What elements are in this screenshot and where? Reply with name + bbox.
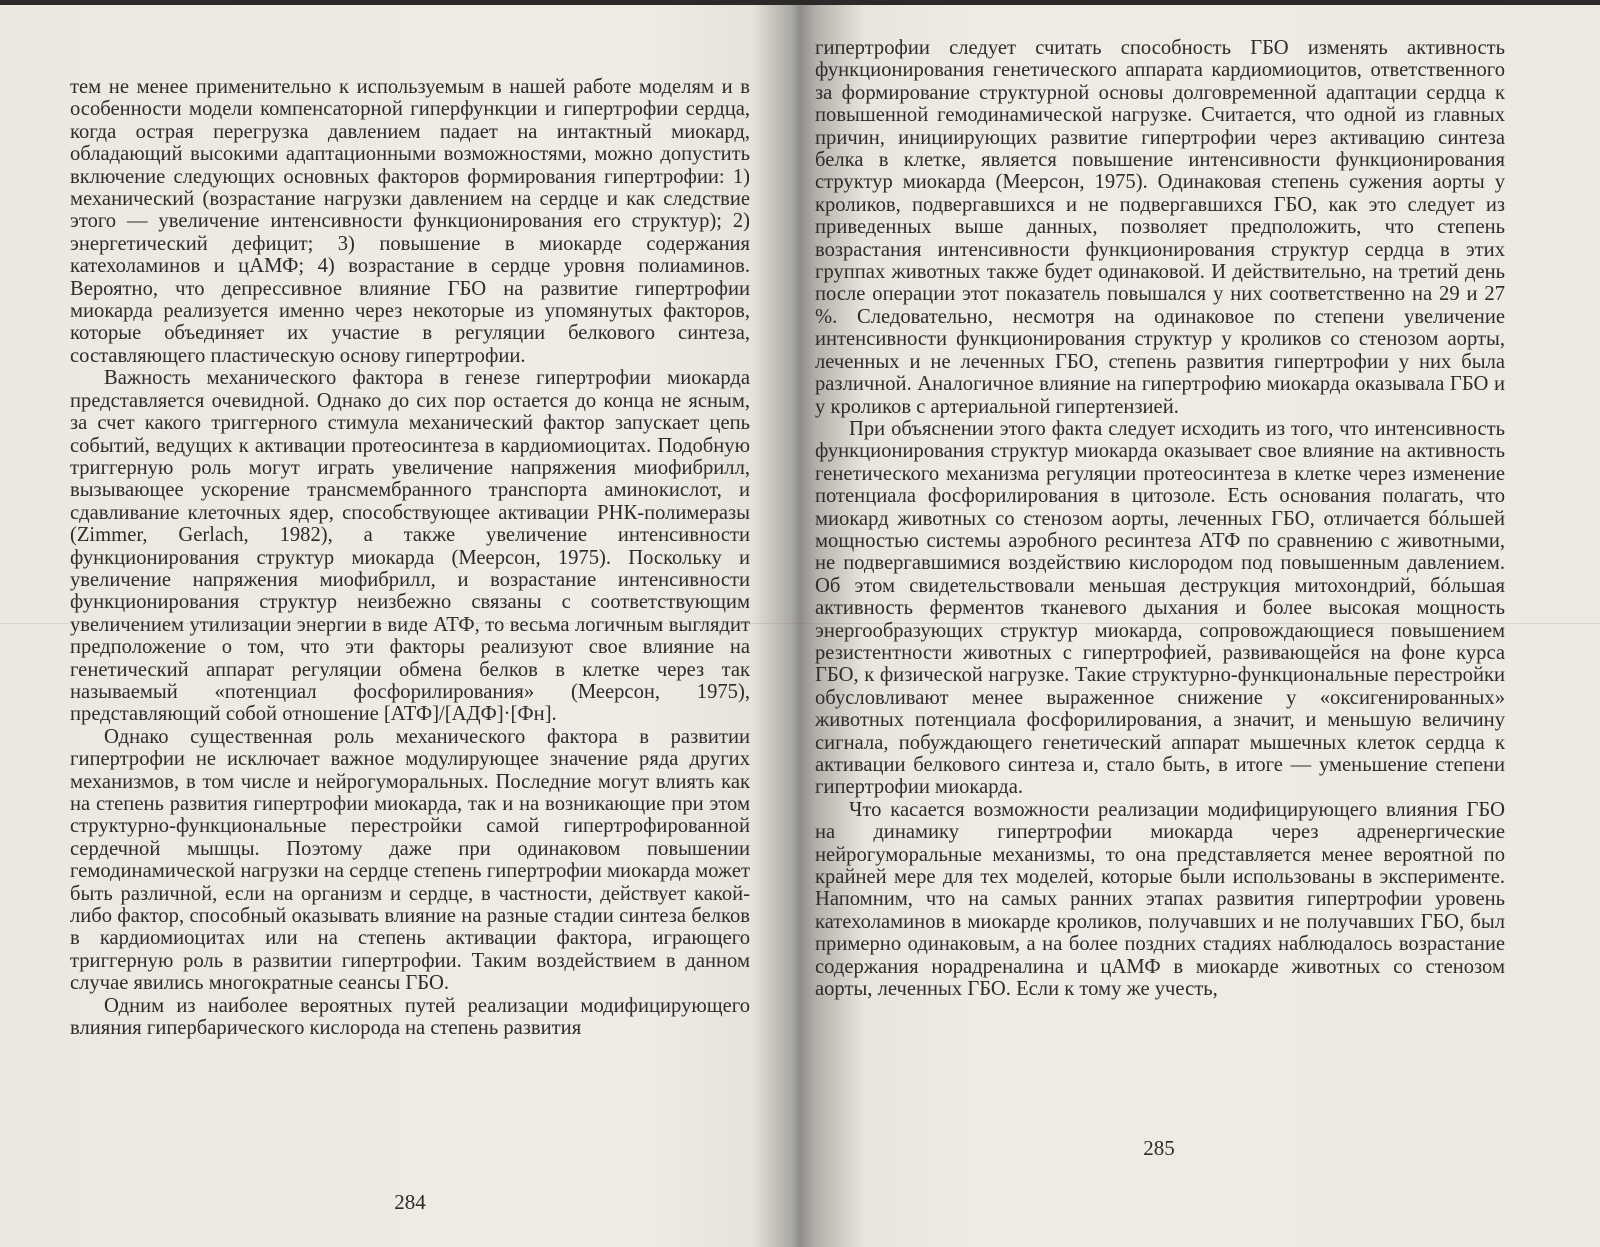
right-page: [815, 0, 1505, 1247]
left-page-body: [70, 76, 750, 1039]
page-number-left: 284: [394, 1190, 426, 1214]
left-page: [70, 0, 750, 1247]
page-number-right: 285: [1143, 1136, 1175, 1160]
paragraph: Одним из наиболее вероятных путей реализации модифицирующего влияния гипербарического кислорода на степень развития: [70, 994, 750, 1040]
paragraph: тем не менее применительно к используемым в нашей работе моделям и в особенности модели компенсаторной гиперфункции и гипертрофии сердца, когда острая перегрузка давлением падает на интактный миокард, обладающий высокими адаптационными возможностями, можно допустить включение следующих основных факторов формирования гипертрофии: 1) механический (возрастание нагрузки давлением на сердце и как следствие этого — увеличение интенсивности функционирования его структур); 2) энергетический дефицит; 3) повышение в миокарде содержания катехоламинов и цАМФ; 4) возрастание в сердце уровня полиаминов. Вероятно, что депрессивное влияние ГБО на развитие гипертрофии миокарда реализуется именно через некоторые из упомянутых факторов, которые объединяет их участие в регуляции белкового синтеза, составляющего пластическую основу гипертрофии.: [70, 76, 750, 367]
paragraph: гипертрофии следует считать способность ГБО изменять активность функционирования генетического аппарата кардиомиоцитов, ответственного за формирование структурной основы долговременной адаптации сердца к повышенной гемодинамической нагрузке. Считается, что одной из главных причин, инициирующих развитие гипертрофии через активацию синтеза белка в клетке, является повышение интенсивности функционирования структур миокарда (Меерсон, 1975). Одинаковая степень сужения аорты у кроликов, подвергавшихся и не подвергавшихся ГБО, как это следует из приведенных выше данных, позволяет предположить, что степень возрастания интенсивности функционирования структур сердца в этих группах животных также будет одинаковой. И действительно, на третий день после операции этот показатель повышался у них соответственно на 29 и 27 %. Следовательно, несмотря на одинаковое по степени увеличение интенсивности функционирования структур у кроликов со стенозом аорты, леченных и не леченных ГБО, степень развития гипертрофии у них была различной. Аналогичное влияние на гипертрофию миокарда оказывала ГБО и у кроликов с артериальной гипертензией.: [815, 37, 1505, 418]
paragraph: Что касается возможности реализации модифицирующего влияния ГБО на динамику гипертрофии миокарда через адренергические нейрогуморальные механизмы, то она представляется менее вероятной по крайней мере для тех моделей, которые были использованы в эксперименте. Напомним, что на самых ранних этапах развития гипертрофии уровень катехоламинов в миокарде кроликов, получавших и не получавших ГБО, был примерно одинаковым, а на более поздних стадиях наблюдалось возрастание содержания норадреналина и цАМФ в миокарде животных со стенозом аорты, леченных ГБО. Если к тому же учесть,: [815, 798, 1505, 1001]
right-page-body: [815, 37, 1505, 1000]
paragraph: При объяснении этого факта следует исходить из того, что интенсивность функционирования структур миокарда оказывает свое влияние на активность генетического механизма регуляции протеосинтеза в клетке через изменение потенциала фосфорилирования в цитозоле. Есть основания полагать, что миокард животных со стенозом аорты, леченных ГБО, отличается бóльшей мощностью системы аэробного ресинтеза АТФ по сравнению с животными, не подвергавшимися воздействию кислородом под повышенным давлением. Об этом свидетельствовали меньшая деструкция митохондрий, бóльшая активность ферментов тканевого дыхания и более высокая мощность энергообразующих структур миокарда, сопровождающиеся повышением резистентности животных с гипертрофией, развивающейся на фоне курса ГБО, к физической нагрузке. Такие структурно-функциональные перестройки обусловливают менее выраженное снижение у «оксигенированных» животных потенциала фосфорилирования, а значит, и меньшую величину сигнала, побуждающего генетический аппарат мышечных клеток сердца к активации белкового синтеза и, стало быть, в итоге — уменьшение степени гипертрофии миокарда.: [815, 417, 1505, 799]
paragraph: Важность механического фактора в генезе гипертрофии миокарда представляется очевидной. Однако до сих пор остается до конца не ясным, за счет какого триггерного стимула механический фактор запускает цепь событий, ведущих к активации протеосинтеза в кардиомиоцитах. Подобную триггерную роль могут играть увеличение напряжения миофибрилл, вызывающее ускорение трансмембранного транспорта аминокислот, и сдавливание клеточных ядер, способствующее активации РНК-полимеразы (Zimmer, Gerlach, 1982), а также увеличение интенсивности функционирования структур миокарда (Меерсон, 1975). Поскольку и увеличение напряжения миофибрилл, и возрастание интенсивности функционирования структур неизбежно связаны с соответствующим увеличением утилизации энергии в виде АТФ, то весьма логичным выглядит предположение о том, что эти факторы реализуют свое влияние на генетический аппарат регуляции обмена белков в клетке через так называемый «потенциал фосфорилирования» (Меерсон, 1975), представляющий собой отношение [АТФ]/[АДФ]·[Фн].: [70, 367, 750, 726]
paragraph: Однако существенная роль механического фактора в развитии гипертрофии не исключает важное модулирующее значение ряда других механизмов, в том числе и нейрогуморальных. Последние могут влиять как на степень развития гипертрофии миокарда, так и на возникающие при этом структурно-функциональные перестройки самой гипертрофированной сердечной мышцы. Поэтому даже при одинаковом повышении гемодинамической нагрузки на сердце степень гипертрофии миокарда может быть различной, если на организм и сердце, в частности, действует какой-либо фактор, способный оказывать влияние на разные стадии синтеза белков в кардиомиоцитах или на степень активации фактора, играющего триггерную роль в развитии гипертрофии. Таким воздействием в данном случае явились многократные сеансы ГБО.: [70, 725, 750, 995]
